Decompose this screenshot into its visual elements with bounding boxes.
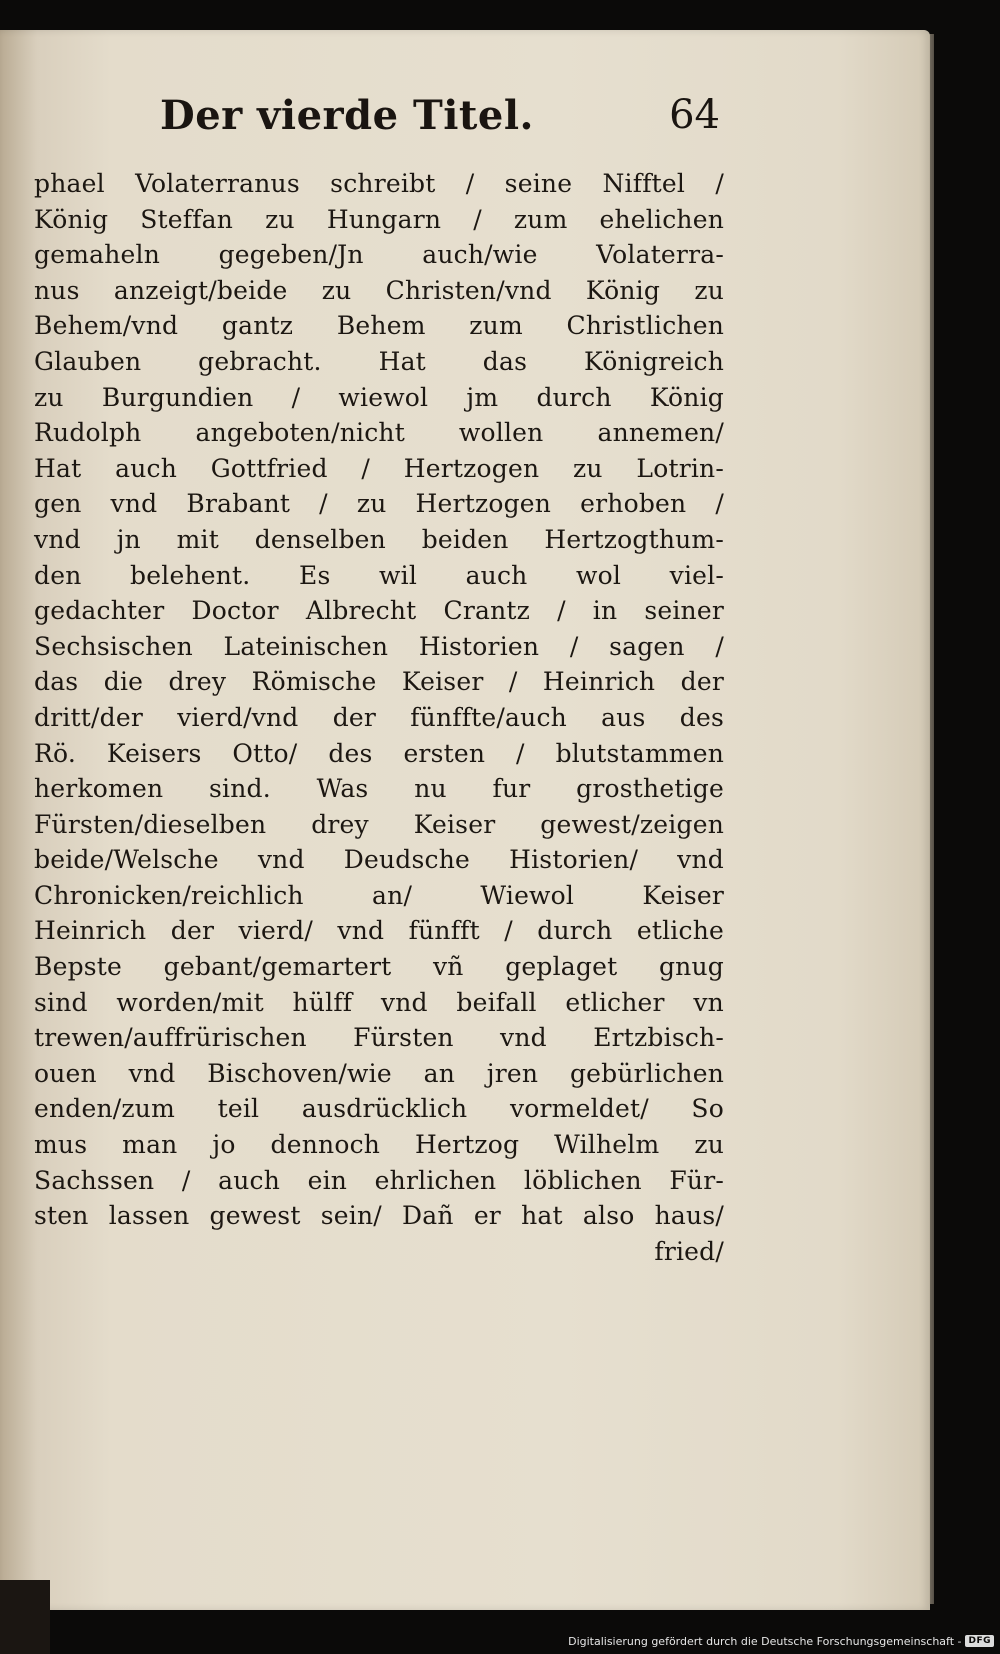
page-header	[160, 92, 720, 152]
text-line: dritt/der vierd/vnd der fünffte/auch aus des	[34, 702, 724, 732]
binding-shadow	[0, 1580, 50, 1654]
text-line: mus man jo dennoch Hertzog Wilhelm zu	[34, 1130, 724, 1160]
text-line: Heinrich der vierd/ vnd fünfft / durch etliche	[34, 916, 724, 946]
catchword: fried/	[654, 1236, 724, 1266]
text-line: Bepste gebant/gemartert vñ geplaget gnug	[34, 952, 724, 982]
text-line: beide/Welsche vnd Deudsche Historien/ vnd	[34, 845, 724, 875]
text-line: Rö. Keisers Otto/ des ersten / blutstammen	[34, 738, 724, 768]
text-line: trewen/auffrürischen Fürsten vnd Ertzbisch-	[34, 1023, 724, 1053]
text-line: Sachssen / auch ein ehrlichen löblichen Für-	[34, 1165, 724, 1195]
text-line: sind worden/mit hülff vnd beifall etlicher vn	[34, 987, 724, 1017]
text-line: phael Volaterranus schreibt / seine Nifftel /	[34, 169, 724, 198]
text-line: enden/zum teil ausdrücklich vormeldet/ So	[34, 1094, 724, 1124]
text-line: herkomen sind. Was nu fur grosthetige	[34, 774, 724, 804]
text-line: gedachter Doctor Albrecht Crantz / in seiner	[34, 596, 724, 626]
text-line: König Steffan zu Hungarn / zum ehelichen	[34, 204, 724, 234]
text-line: vnd jn mit denselben beiden Hertzogthum-	[34, 524, 724, 554]
text-line: Chronicken/reichlich an/ Wiewol Keiser	[34, 880, 724, 910]
digitization-footer	[568, 1632, 994, 1650]
text-line: Hat auch Gottfried / Hertzogen zu Lotrin-	[34, 453, 724, 483]
page-number: 64	[669, 92, 720, 138]
text-line: zu Burgundien / wiewol jm durch König	[34, 382, 724, 412]
text-line: Glauben gebracht. Hat das Königreich	[34, 346, 724, 376]
body-text	[34, 166, 724, 1269]
text-line: ouen vnd Bischoven/wie an jren gebürlichen	[34, 1058, 724, 1088]
funding-credit: Digitalisierung gefördert durch die Deutsche Forschungsgemeinschaft -	[568, 1634, 962, 1648]
text-line: gen vnd Brabant / zu Hertzogen erhoben /	[34, 489, 724, 519]
text-line: gemaheln gegeben/Jn auch/wie Volaterra-	[34, 240, 724, 270]
text-line: nus anzeigt/beide zu Christen/vnd König zu	[34, 275, 724, 305]
page-edge	[928, 34, 934, 1604]
dfg-logo: DFG	[965, 1635, 994, 1647]
text-line: Behem/vnd gantz Behem zum Christlichen	[34, 311, 724, 341]
text-line: den belehent. Es wil auch wol viel-	[34, 560, 724, 590]
text-line: Sechsischen Lateinischen Historien / sagen /	[34, 631, 724, 661]
text-line: sten lassen gewest sein/ Dañ er hat also haus/	[34, 1201, 724, 1231]
text-line: Fürsten/dieselben drey Keiser gewest/zeigen	[34, 809, 724, 839]
text-line: das die drey Römische Keiser / Heinrich der	[34, 667, 724, 697]
running-title: Der vierde Titel.	[160, 92, 534, 139]
text-line: Rudolph angeboten/nicht wollen annemen/	[34, 418, 724, 448]
